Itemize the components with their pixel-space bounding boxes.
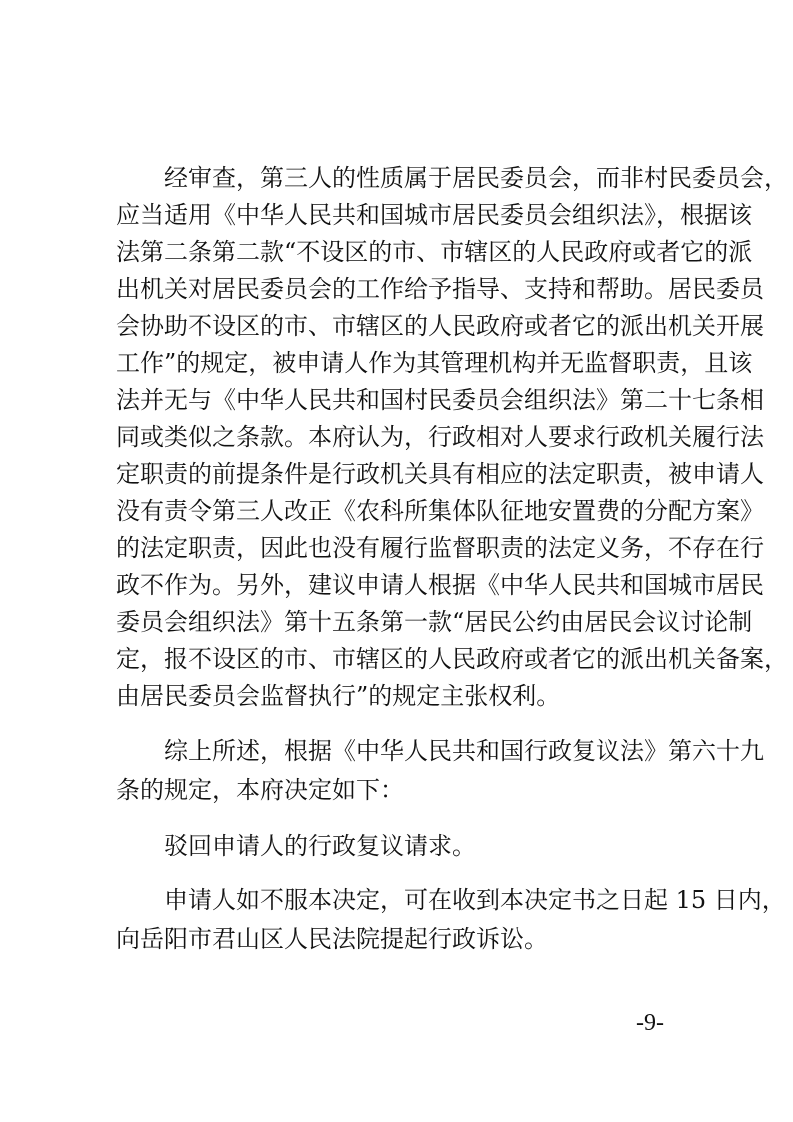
paragraph-2-line-2: 条的规定，本府决定如下： [116,776,404,804]
paragraph-1-line-13: 委员会组织法》第十五条第一款“居民公约由居民会议讨论制 [116,608,753,636]
paragraph-4-line-2: 向岳阳市君山区人民法院提起行政诉讼。 [116,925,548,953]
paragraph-1-line-12: 政不作为。另外，建议申请人根据《中华人民共和国城市居民 [116,571,764,599]
paragraph-1-line-15: 由居民委员会监督执行”的规定主张权利。 [116,682,561,710]
paragraph-1-line-8: 同或类似之条款。本府认为，行政相对人要求行政机关履行法 [116,423,764,451]
paragraph-4-line-1: 申请人如不服本决定，可在收到本决定书之日起 15 日内， [164,886,786,914]
page-number: -9- [636,1010,664,1036]
paragraph-1-line-14: 定，报不设区的市、市辖区的人民政府或者它的派出机关备案， [116,645,788,673]
paragraph-1-line-1: 经审查，第三人的性质属于居民委员会，而非村民委员会， [164,164,788,192]
paragraph-3-line-1: 驳回申请人的行政复议请求。 [164,832,476,860]
paragraph-1-line-2: 应当适用《中华人民共和国城市居民委员会组织法》，根据该 [116,201,752,229]
paragraph-1-line-4: 出机关对居民委员会的工作给予指导、支持和帮助。居民委员 [116,275,764,303]
paragraph-1-line-10: 没有责令第三人改正《农科所集体队征地安置费的分配方案》 [116,497,764,525]
paragraph-2-line-1: 综上所述，根据《中华人民共和国行政复议法》第六十九 [164,737,764,765]
paragraph-1-line-11: 的法定职责，因此也没有履行监督职责的法定义务，不存在行 [116,534,764,562]
paragraph-1-line-9: 定职责的前提条件是行政机关具有相应的法定职责，被申请人 [116,460,764,488]
paragraph-1-line-7: 法并无与《中华人民共和国村民委员会组织法》第二十七条相 [116,386,764,414]
paragraph-1-line-6: 工作”的规定，被申请人作为其管理机构并无监督职责，且该 [116,349,753,377]
paragraph-1-line-5: 会协助不设区的市、市辖区的人民政府或者它的派出机关开展 [116,312,764,340]
paragraph-1-line-3: 法第二条第二款“不设区的市、市辖区的人民政府或者它的派 [116,238,753,266]
